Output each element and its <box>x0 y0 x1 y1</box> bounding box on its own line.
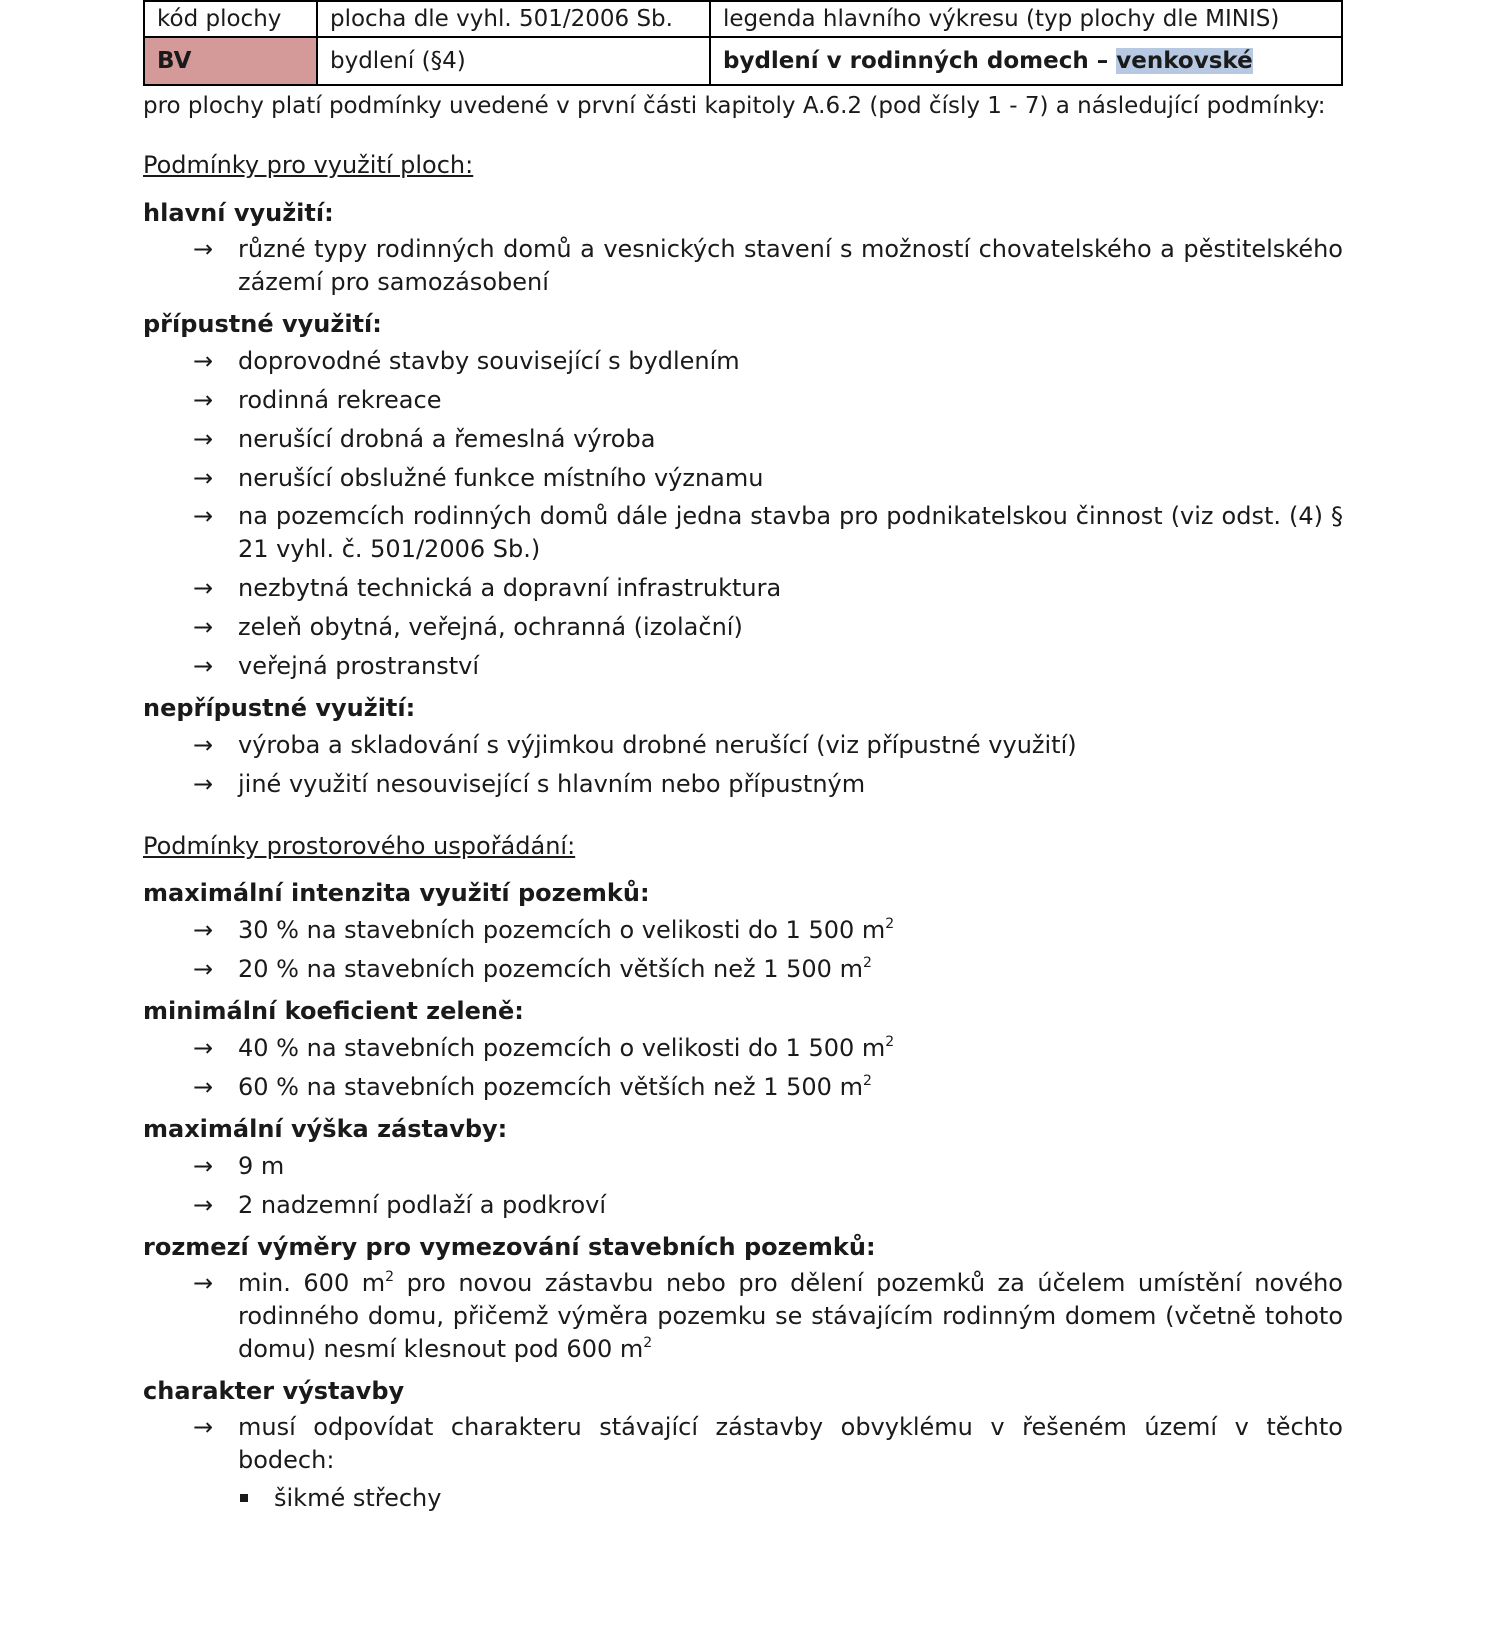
table-header-row <box>144 1 1342 37</box>
list-item: → 20 % na stavebních pozemcích větších než 1 500 $m^2$ <box>143 952 1343 986</box>
arrow-icon: → <box>193 502 214 530</box>
plot-size-list <box>143 1267 1343 1366</box>
arrow-icon: → <box>193 1073 214 1101</box>
plot-code-cell: BV <box>144 37 317 85</box>
list-item: → jiné využití nesouvisející s hlavním nebo přípustným <box>143 767 1343 801</box>
plot-type-table <box>143 0 1343 86</box>
list-item: → nezbytná technická a dopravní infrastruktura <box>143 571 1343 605</box>
category-forbidden-use: nepřípustné využití: <box>143 694 416 722</box>
category-character: charakter výstavby <box>143 1377 405 1405</box>
list-item: šikmé střechy <box>238 1481 1343 1515</box>
list-item: → různé typy rodinných domů a vesnických stavení s možností chovatelského a pěstitelského zázemí pro samozásobení <box>193 235 1343 296</box>
arrow-icon: → <box>193 574 214 602</box>
list-item: → na pozemcích rodinných domů dále jedna stavba pro podnikatelskou činnost (viz odst. (4) § 21 vyhl. č. 501/2006 Sb.) <box>193 502 1343 563</box>
header-cell-legend: legenda hlavního výkresu (typ plochy dle MINIS) <box>710 1 1342 37</box>
arrow-icon: → <box>193 731 214 759</box>
arrow-icon: → <box>193 1191 214 1219</box>
arrow-icon: → <box>193 1034 214 1062</box>
list-item: → 40 % na stavebních pozemcích o velikosti do 1 500 $m^2$ <box>143 1031 1343 1065</box>
list-item: → doprovodné stavby související s bydlením <box>143 344 1343 378</box>
table-row <box>144 37 1342 85</box>
square-bullet-icon <box>240 1494 248 1502</box>
arrow-icon: → <box>193 613 214 641</box>
list-item: → 60 % na stavebních pozemcích větších než 1 500 $m^2$ <box>143 1070 1343 1104</box>
intensity-list <box>143 913 1343 986</box>
arrow-icon: → <box>193 652 214 680</box>
section-heading-usage: Podmínky pro využití ploch: <box>143 151 474 179</box>
list-item: → 9 m <box>143 1149 1343 1183</box>
character-list <box>143 1411 1343 1515</box>
legend-text: bydlení v rodinných domech – <box>723 48 1117 74</box>
list-item: → výroba a skladování s výjimkou drobné nerušící (viz přípustné využití) <box>143 728 1343 762</box>
list-item: → veřejná prostranství <box>143 649 1343 683</box>
allowed-use-list <box>143 344 1343 683</box>
arrow-icon: → <box>193 425 214 453</box>
arrow-icon: → <box>193 955 214 983</box>
main-use-list <box>143 233 1343 299</box>
list-item: → zeleň obytná, veřejná, ochranná (izolační) <box>143 610 1343 644</box>
forbidden-use-list <box>143 728 1343 801</box>
list-item: → musí odpovídat charakteru stávající zástavby obvyklému v řešeném území v těchto bodech: šikmé střechy <box>143 1411 1343 1515</box>
section-heading-spatial: Podmínky prostorového uspořádání: <box>143 832 576 860</box>
plot-category-cell: bydlení (§4) <box>317 37 710 85</box>
arrow-icon: → <box>193 386 214 414</box>
category-plot-size: rozmezí výměry pro vymezování stavebních pozemků: <box>143 1233 876 1261</box>
list-item: → 30 % na stavebních pozemcích o velikosti do 1 500 $m^2$ <box>143 913 1343 947</box>
arrow-icon: → <box>193 464 214 492</box>
list-item: → rodinná rekreace <box>143 383 1343 417</box>
intro-paragraph: pro plochy platí podmínky uvedené v první části kapitoly A.6.2 (pod čísly 1 - 7) a následující podmínky: <box>143 93 1326 119</box>
category-max-height: maximální výška zástavby: <box>143 1115 508 1143</box>
category-allowed-use: přípustné využití: <box>143 310 382 338</box>
category-green-coefficient: minimální koeficient zeleně: <box>143 997 524 1025</box>
list-item: → nerušící obslužné funkce místního významu <box>143 461 1343 495</box>
list-item: → nerušící drobná a řemeslná výroba <box>143 422 1343 456</box>
category-intensity: maximální intenzita využití pozemků: <box>143 879 650 907</box>
arrow-icon: → <box>193 916 214 944</box>
plot-legend-cell <box>710 37 1342 85</box>
arrow-icon: → <box>193 1269 214 1297</box>
category-main-use: hlavní využití: <box>143 199 334 227</box>
list-item: → 2 nadzemní podlaží a podkroví <box>143 1188 1343 1222</box>
document-page <box>143 0 1343 1515</box>
header-cell-category: plocha dle vyhl. 501/2006 Sb. <box>317 1 710 37</box>
green-coefficient-list <box>143 1031 1343 1104</box>
character-sublist <box>238 1481 1343 1515</box>
arrow-icon: → <box>193 1152 214 1180</box>
arrow-icon: → <box>193 1413 214 1441</box>
arrow-icon: → <box>193 770 214 798</box>
list-item: → min. 600 $m^2$ pro novou zástavbu nebo pro dělení pozemků za účelem umístění nového rodinného domu, přičemž výměra pozemku se stávajícím rodinným domem (včetně tohoto domu) nesmí klesnout pod 600 $m^2$ <box>193 1269 1343 1363</box>
header-cell-code: kód plochy <box>144 1 317 37</box>
arrow-icon: → <box>193 235 214 263</box>
arrow-icon: → <box>193 347 214 375</box>
max-height-list <box>143 1149 1343 1222</box>
selected-text-highlight[interactable]: venkovské <box>1116 48 1253 74</box>
